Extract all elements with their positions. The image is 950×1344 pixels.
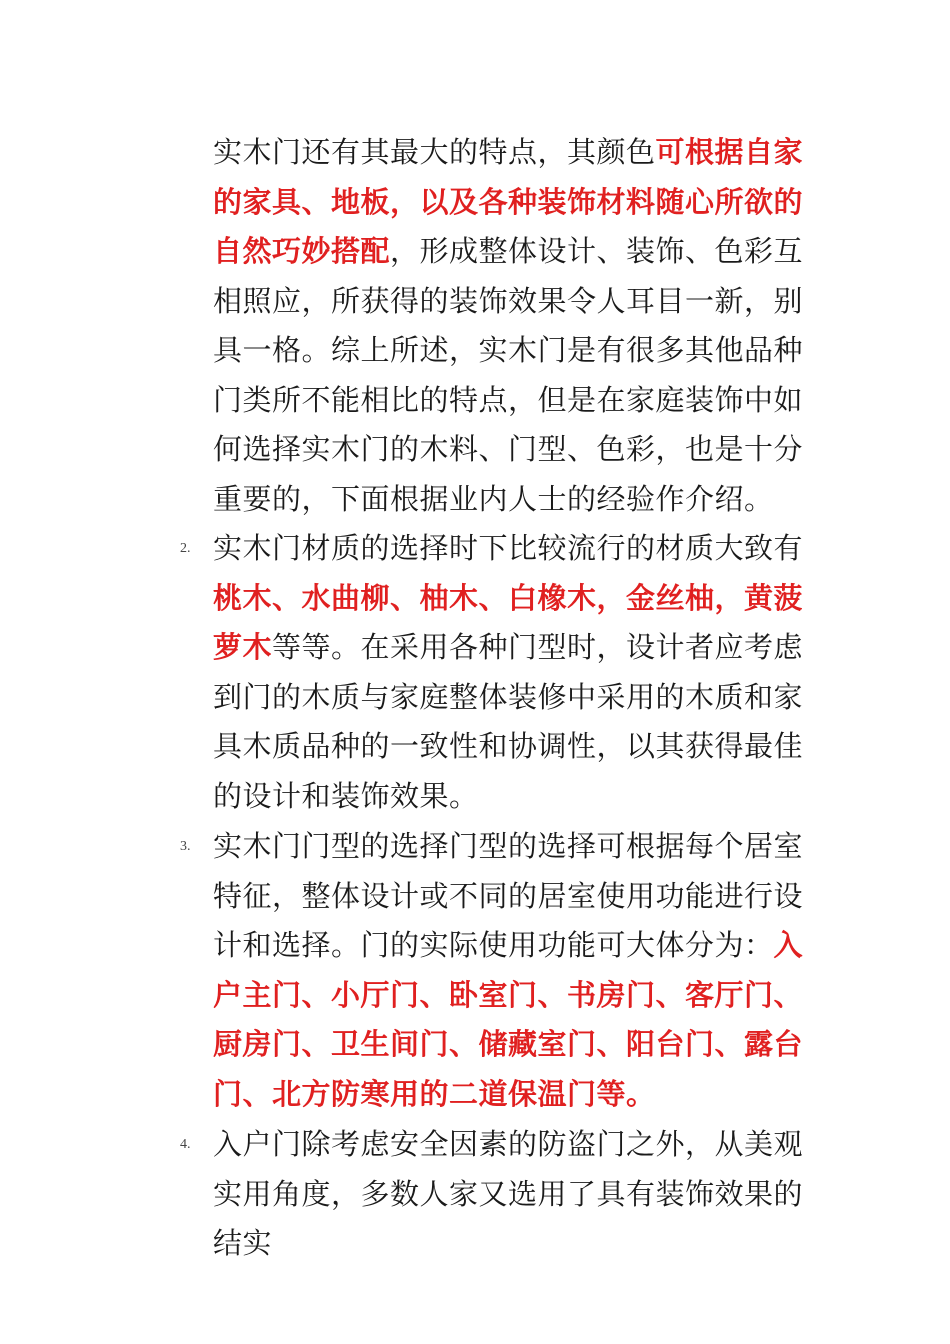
- paragraph-text: 入户门除考虑安全因素的防盗门之外，从美观实用角度，多数人家又选用了具有装饰效果的结实: [213, 1127, 804, 1260]
- paragraph-text: 等等。在采用各种门型时，设计者应考虑到门的木质与家庭整体装修中采用的木质和家具木质品种的一致性和协调性，以其获得最佳的设计和装饰效果。: [213, 630, 804, 813]
- highlighted-text: 桃木、水曲柳、柚木、白橡木，金丝柚，黄菠萝木: [213, 580, 804, 664]
- list-number: 4.: [180, 1137, 191, 1152]
- paragraph: [213, 1120, 813, 1269]
- paragraph-text: 实木门门型的选择门型的选择可根据每个居室特征，整体设计或不同的居室使用功能进行设计和选择。门的实际使用功能可大体分为：: [213, 829, 804, 962]
- highlighted-text: 入户主门、小厅门、卧室门、书房门、客厅门、厨房门、卫生间门、储藏室门、阳台门、露台门、北方防寒用的二道保温门等。: [213, 928, 804, 1111]
- list-number: 3.: [180, 839, 191, 854]
- paragraph: [213, 128, 813, 524]
- paragraph-text: 实木门还有其最大的特点，其颜色: [213, 135, 656, 169]
- paragraph: [213, 822, 813, 1119]
- paragraph: [213, 524, 813, 821]
- paragraph-text: 实木门材质的选择时下比较流行的材质大致有: [213, 531, 804, 565]
- highlighted-text: 可根据自家的家具、地板，以及各种装饰材料随心所欲的自然巧妙搭配: [213, 135, 804, 268]
- paragraph-text: ，形成整体设计、装饰、色彩互相照应，所获得的装饰效果令人耳目一新，别具一格。综上所述，实木门是有很多其他品种门类所不能相比的特点，但是在家庭装饰中如何选择实木门的木料、门型、色彩，也是十分重要的，下面根据业内人士的经验作介绍。: [213, 234, 804, 516]
- list-number: 2.: [180, 541, 191, 556]
